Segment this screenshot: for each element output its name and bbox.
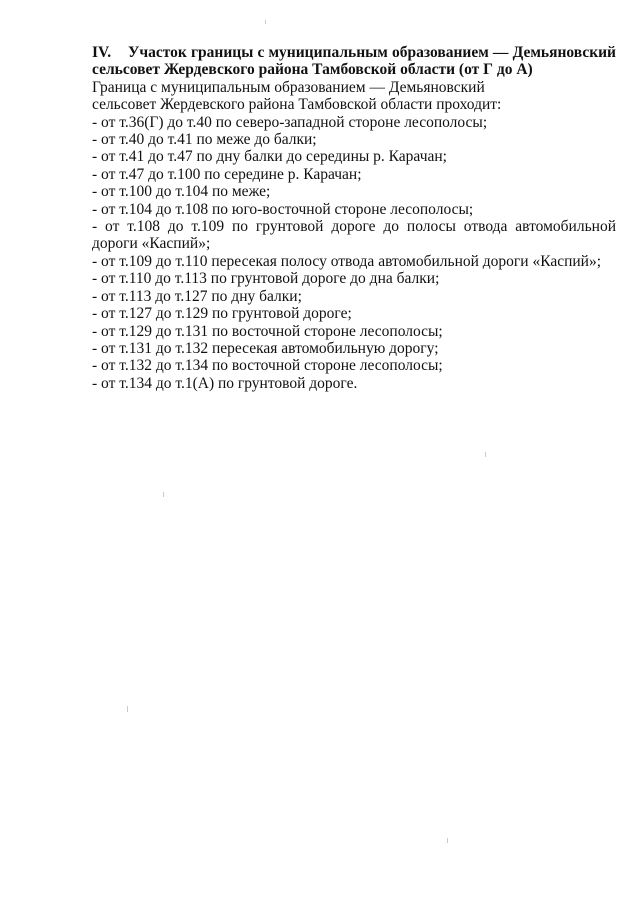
list-item: - от т.47 до т.100 по середине р. Карачан; [92,165,362,183]
list-item: - от т.134 до т.1(А) по грунтовой дороге. [92,374,358,392]
document-body [92,44,616,392]
scan-speck [127,706,128,712]
boundary-list [92,114,616,393]
list-item: - от т.127 до т.129 по грунтовой дороге; [92,305,352,323]
list-item: - от т.36(Г) до т.40 по северо-западной стороне лесополосы; [92,113,488,131]
list-item: - от т.109 до т.110 пересекая полосу отвода автомобильной дороги «Каспий»; [92,252,602,270]
list-item: - от т.100 до т.104 по меже; [92,183,271,201]
list-item: - от т.131 до т.132 пересекая автомобильную дорогу; [92,339,439,357]
scan-speck [163,492,164,497]
section-title: Участок границы с муниципальным образованием — Демьяновский сельсовет Жердевского района Тамбовской области (от Г до А) [92,44,616,79]
list-item: - от т.108 до т.109 по грунтовой дороге до полосы отвода автомобильной дороги «Каспий»; [92,218,616,253]
section-heading [92,44,616,79]
list-item: - от т.41 до т.47 по дну балки до середины р. Карачан; [92,148,447,166]
list-item: - от т.104 до т.108 по юго-восточной стороне лесополосы; [92,200,474,218]
intro-paragraph: Граница с муниципальным образованием — Демьяновский сельсовет Жердевского района Тамбовской области проходит: [92,78,502,114]
scan-speck [447,838,448,843]
scan-speck [265,20,266,24]
list-item: - от т.113 до т.127 по дну балки; [92,287,302,305]
list-item: - от т.129 до т.131 по восточной стороне лесополосы; [92,322,443,340]
list-item: - от т.40 до т.41 по меже до балки; [92,131,317,149]
section-number: IV. [92,44,112,61]
list-item: - от т.132 до т.134 по восточной стороне лесополосы; [92,357,443,375]
list-item: - от т.110 до т.113 по грунтовой дороге до дна балки; [92,270,440,288]
scan-speck [485,452,486,457]
